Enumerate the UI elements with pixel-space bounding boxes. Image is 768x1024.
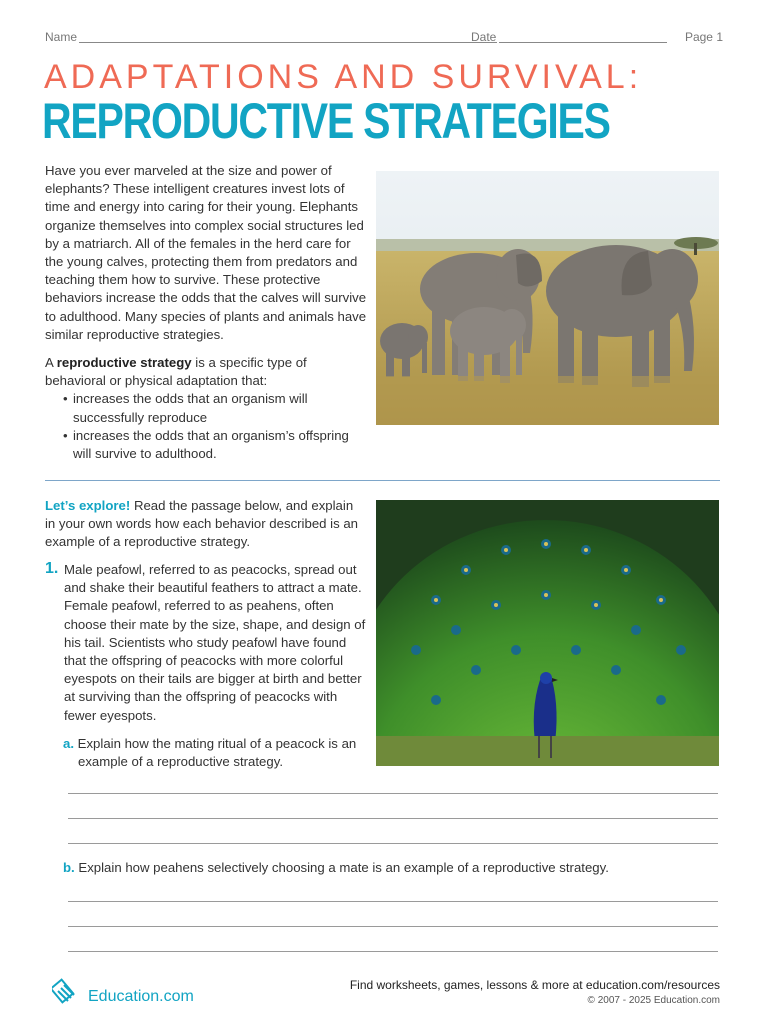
explore-text: Read the passage below, and explain in your own words how each behavior described is an example of a reproductive strategy. bbox=[45, 498, 359, 550]
education-logo-text: Education.com bbox=[88, 988, 194, 1005]
elephants-photo bbox=[376, 171, 719, 425]
part-b-letter: b. bbox=[63, 860, 75, 875]
definition-term: reproductive strategy bbox=[56, 355, 192, 370]
answer-line[interactable] bbox=[68, 793, 718, 794]
question-number: 1. bbox=[45, 560, 59, 577]
definition-bullet: • increases the odds that an organism will successfully reproduce bbox=[63, 390, 370, 426]
page-supertitle: ADAPTATIONS AND SURVIVAL: bbox=[44, 58, 643, 96]
footer-resources-link[interactable]: Find worksheets, games, lessons & more at education.com/resources bbox=[349, 978, 720, 992]
education-logo-icon bbox=[52, 974, 82, 1006]
name-field-line[interactable] bbox=[79, 42, 497, 43]
worksheet-header bbox=[45, 30, 723, 46]
elephants-illustration bbox=[376, 171, 719, 425]
part-b-text: Explain how peahens selectively choosing a mate is an example of a reproductive strategy. bbox=[78, 860, 609, 875]
name-label: Name bbox=[45, 30, 78, 44]
footer-info bbox=[350, 978, 720, 1006]
explore-instructions bbox=[45, 497, 365, 552]
definition-suffix: is a specific type of behavioral or physical adaptation that: bbox=[45, 355, 307, 389]
definition-bullet-list bbox=[63, 390, 370, 463]
part-a-text: Explain how the mating ritual of a peacock is an example of a reproductive strategy. bbox=[77, 736, 357, 770]
answer-line[interactable] bbox=[68, 843, 718, 844]
peacock-photo bbox=[376, 500, 719, 766]
page-number: Page 1 bbox=[684, 30, 723, 44]
answer-line[interactable] bbox=[68, 951, 718, 952]
answer-line[interactable] bbox=[68, 901, 718, 902]
page-title: REPRODUCTIVE STRATEGIES bbox=[42, 93, 610, 149]
definition-sentence bbox=[45, 354, 370, 390]
definition-prefix: A bbox=[45, 355, 54, 370]
section-divider bbox=[45, 480, 720, 481]
definition-bullet: • increases the odds that an organism’s offspring will survive to adulthood. bbox=[63, 427, 370, 463]
definition-block bbox=[45, 354, 370, 463]
peacock-illustration bbox=[376, 500, 719, 766]
date-field-line[interactable] bbox=[499, 42, 667, 43]
intro-paragraph: Have you ever marveled at the size and power of elephants? These intelligent creatures invest lots of time and energy into caring for their young. Elephants organize themselves into complex social structures led by a matriarch. All of the females in the herd care for the young calves, protecting them from predators and teaching them how to survive. These protective behaviors increase the odds that the calves will survive to adulthood. Many species of plants and animals have similar reproductive strategies. bbox=[45, 163, 367, 342]
date-label: Date bbox=[471, 30, 497, 44]
question-part-a bbox=[63, 735, 373, 771]
part-a-letter: a. bbox=[63, 736, 74, 751]
question-passage: Male peafowl, referred to as peacocks, spread out and shake their beautiful feathers to attract a mate. Female peafowl, referred to as peahens, often choose their mate by the size, shape, and design of his tail. Scientists who study peafowl have found that the offspring of peacocks with more colorful eyespots on their tails are bigger at birth and better at surviving than the offspring of peacocks with fewer eyespots. bbox=[64, 562, 366, 723]
education-logo[interactable] bbox=[52, 972, 194, 1008]
answer-line[interactable] bbox=[68, 818, 718, 819]
question-part-b bbox=[63, 859, 703, 877]
footer-copyright: © 2007 - 2025 Education.com bbox=[587, 995, 720, 1006]
explore-lead: Let’s explore! bbox=[45, 498, 131, 513]
answer-line[interactable] bbox=[68, 926, 718, 927]
